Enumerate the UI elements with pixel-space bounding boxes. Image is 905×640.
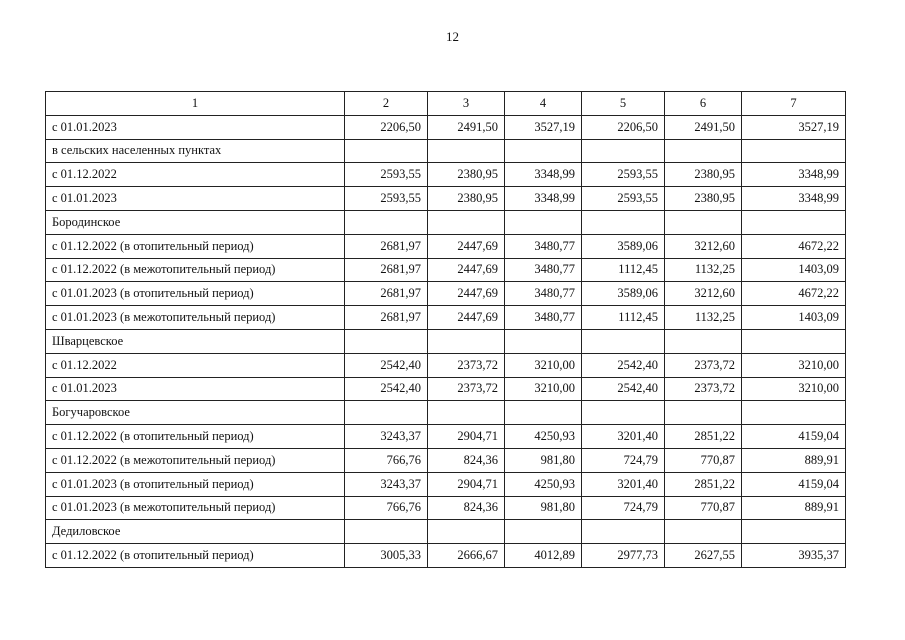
table-cell-col-5: 2593,55 <box>582 187 665 211</box>
table-row <box>46 377 846 401</box>
table-cell-col-2 <box>345 210 428 234</box>
table-cell-col-7: 1403,09 <box>742 306 846 330</box>
table-body <box>46 115 846 567</box>
column-header: 7 <box>742 92 846 116</box>
table-cell-col-7: 3210,00 <box>742 353 846 377</box>
table-cell-col-6: 2373,72 <box>665 353 742 377</box>
table-row <box>46 425 846 449</box>
table-cell-col-4: 3348,99 <box>505 163 582 187</box>
table-cell-col-4: 4250,93 <box>505 472 582 496</box>
table-cell-col-3: 2373,72 <box>428 377 505 401</box>
table-cell-col-3: 2373,72 <box>428 353 505 377</box>
table-cell-col-6 <box>665 329 742 353</box>
table-cell-col-6 <box>665 520 742 544</box>
table-cell-col-5: 1112,45 <box>582 258 665 282</box>
row-label: Шварцевское <box>46 329 345 353</box>
table-cell-col-4: 4012,89 <box>505 544 582 568</box>
table-cell-col-7: 4672,22 <box>742 282 846 306</box>
table-cell-col-3: 2447,69 <box>428 282 505 306</box>
table-cell-col-3: 824,36 <box>428 448 505 472</box>
table-cell-col-5: 724,79 <box>582 496 665 520</box>
tariff-table <box>45 91 846 568</box>
table-cell-col-2: 2681,97 <box>345 306 428 330</box>
table-cell-col-3: 2380,95 <box>428 163 505 187</box>
table-cell-col-6: 1132,25 <box>665 258 742 282</box>
table-cell-col-7: 889,91 <box>742 496 846 520</box>
table-cell-col-7 <box>742 401 846 425</box>
table-cell-col-6 <box>665 210 742 234</box>
table-cell-col-6 <box>665 139 742 163</box>
column-header: 5 <box>582 92 665 116</box>
table-cell-col-6: 2373,72 <box>665 377 742 401</box>
table-cell-col-3 <box>428 520 505 544</box>
column-header: 1 <box>46 92 345 116</box>
table-cell-col-3: 2447,69 <box>428 258 505 282</box>
table-row <box>46 329 846 353</box>
table-cell-col-2: 2681,97 <box>345 258 428 282</box>
table-cell-col-5: 2542,40 <box>582 377 665 401</box>
table-cell-col-2: 766,76 <box>345 496 428 520</box>
table-cell-col-6: 2851,22 <box>665 472 742 496</box>
table-cell-col-3: 2666,67 <box>428 544 505 568</box>
table-cell-col-3: 2904,71 <box>428 425 505 449</box>
row-label: с 01.01.2023 (в отопительный период) <box>46 282 345 306</box>
table-cell-col-6: 3212,60 <box>665 282 742 306</box>
table-row <box>46 163 846 187</box>
table-cell-col-7: 889,91 <box>742 448 846 472</box>
table-cell-col-4: 981,80 <box>505 496 582 520</box>
row-label: с 01.01.2023 <box>46 187 345 211</box>
table-cell-col-4: 3348,99 <box>505 187 582 211</box>
table-row <box>46 401 846 425</box>
table-cell-col-4 <box>505 210 582 234</box>
row-label: с 01.12.2022 (в отопительный период) <box>46 544 345 568</box>
table-cell-col-6: 770,87 <box>665 496 742 520</box>
table-cell-col-2: 2593,55 <box>345 163 428 187</box>
column-header: 4 <box>505 92 582 116</box>
table-cell-col-2: 2542,40 <box>345 353 428 377</box>
table-row <box>46 306 846 330</box>
table-cell-col-7 <box>742 139 846 163</box>
table-cell-col-6: 3212,60 <box>665 234 742 258</box>
table-cell-col-5: 3201,40 <box>582 472 665 496</box>
table-row <box>46 448 846 472</box>
table-cell-col-4: 981,80 <box>505 448 582 472</box>
table-cell-col-4: 3480,77 <box>505 306 582 330</box>
table-cell-col-6: 2380,95 <box>665 187 742 211</box>
table-cell-col-5: 2977,73 <box>582 544 665 568</box>
table-row <box>46 520 846 544</box>
table-row <box>46 139 846 163</box>
table-row <box>46 115 846 139</box>
row-label: с 01.12.2022 (в отопительный период) <box>46 425 345 449</box>
row-label: в сельских населенных пунктах <box>46 139 345 163</box>
table-cell-col-5 <box>582 329 665 353</box>
table-cell-col-6: 770,87 <box>665 448 742 472</box>
table-cell-col-6: 2627,55 <box>665 544 742 568</box>
row-label: с 01.12.2022 (в отопительный период) <box>46 234 345 258</box>
table-cell-col-3: 2447,69 <box>428 306 505 330</box>
table-cell-col-6: 2491,50 <box>665 115 742 139</box>
table-row <box>46 210 846 234</box>
table-cell-col-4 <box>505 139 582 163</box>
table-cell-col-5 <box>582 520 665 544</box>
table-cell-col-2: 2681,97 <box>345 234 428 258</box>
table-cell-col-7: 3348,99 <box>742 163 846 187</box>
table-cell-col-4: 3210,00 <box>505 353 582 377</box>
row-label: с 01.12.2022 <box>46 163 345 187</box>
table-cell-col-7: 3210,00 <box>742 377 846 401</box>
table-cell-col-5: 3201,40 <box>582 425 665 449</box>
table-cell-col-6 <box>665 401 742 425</box>
table-cell-col-5: 2542,40 <box>582 353 665 377</box>
row-label: с 01.01.2023 (в межотопительный период) <box>46 306 345 330</box>
table-row <box>46 472 846 496</box>
table-row <box>46 496 846 520</box>
table-cell-col-7 <box>742 329 846 353</box>
table-cell-col-4: 3480,77 <box>505 234 582 258</box>
table-cell-col-7 <box>742 520 846 544</box>
table-cell-col-2: 3243,37 <box>345 425 428 449</box>
table-cell-col-2: 2542,40 <box>345 377 428 401</box>
table-header <box>46 92 846 116</box>
table-cell-col-4: 3210,00 <box>505 377 582 401</box>
table-cell-col-7: 3348,99 <box>742 187 846 211</box>
table-cell-col-7: 4159,04 <box>742 472 846 496</box>
table-cell-col-5: 724,79 <box>582 448 665 472</box>
table-cell-col-5 <box>582 210 665 234</box>
table-cell-col-5: 2206,50 <box>582 115 665 139</box>
table-cell-col-4 <box>505 329 582 353</box>
table-cell-col-5 <box>582 401 665 425</box>
row-label: с 01.12.2022 (в межотопительный период) <box>46 448 345 472</box>
table-cell-col-2: 3005,33 <box>345 544 428 568</box>
table-row <box>46 258 846 282</box>
row-label: Бородинское <box>46 210 345 234</box>
table-cell-col-2: 3243,37 <box>345 472 428 496</box>
table-cell-col-6: 2380,95 <box>665 163 742 187</box>
row-label: с 01.01.2023 (в отопительный период) <box>46 472 345 496</box>
table-cell-col-7: 4672,22 <box>742 234 846 258</box>
table-row <box>46 187 846 211</box>
table-cell-col-3: 824,36 <box>428 496 505 520</box>
table-row <box>46 353 846 377</box>
table-cell-col-2 <box>345 401 428 425</box>
table-cell-col-5 <box>582 139 665 163</box>
table-cell-col-7: 1403,09 <box>742 258 846 282</box>
table-cell-col-4: 3480,77 <box>505 258 582 282</box>
table-cell-col-5: 3589,06 <box>582 234 665 258</box>
table-header-row <box>46 92 846 116</box>
table-cell-col-2: 2681,97 <box>345 282 428 306</box>
table-cell-col-5: 3589,06 <box>582 282 665 306</box>
table-cell-col-2: 2593,55 <box>345 187 428 211</box>
table-cell-col-2 <box>345 139 428 163</box>
table-cell-col-3 <box>428 329 505 353</box>
table-cell-col-2: 766,76 <box>345 448 428 472</box>
table-row <box>46 234 846 258</box>
table-cell-col-5: 2593,55 <box>582 163 665 187</box>
table-cell-col-2 <box>345 520 428 544</box>
table-cell-col-2: 2206,50 <box>345 115 428 139</box>
row-label: Дедиловское <box>46 520 345 544</box>
table-cell-col-3: 2491,50 <box>428 115 505 139</box>
table-cell-col-3 <box>428 210 505 234</box>
table-row <box>46 544 846 568</box>
row-label: с 01.01.2023 <box>46 377 345 401</box>
table-cell-col-4 <box>505 520 582 544</box>
table-cell-col-2 <box>345 329 428 353</box>
column-header: 3 <box>428 92 505 116</box>
table-cell-col-3: 2904,71 <box>428 472 505 496</box>
row-label: с 01.12.2022 <box>46 353 345 377</box>
table-cell-col-7: 4159,04 <box>742 425 846 449</box>
row-label: с 01.12.2022 (в межотопительный период) <box>46 258 345 282</box>
column-header: 2 <box>345 92 428 116</box>
column-header: 6 <box>665 92 742 116</box>
row-label: Богучаровское <box>46 401 345 425</box>
row-label: с 01.01.2023 (в межотопительный период) <box>46 496 345 520</box>
row-label: с 01.01.2023 <box>46 115 345 139</box>
table-cell-col-3: 2380,95 <box>428 187 505 211</box>
table-cell-col-6: 1132,25 <box>665 306 742 330</box>
table-cell-col-7 <box>742 210 846 234</box>
table-cell-col-3 <box>428 401 505 425</box>
table-cell-col-6: 2851,22 <box>665 425 742 449</box>
table-cell-col-4: 3480,77 <box>505 282 582 306</box>
table-cell-col-5: 1112,45 <box>582 306 665 330</box>
page-number: 12 <box>446 29 459 44</box>
table-cell-col-7: 3527,19 <box>742 115 846 139</box>
table-cell-col-7: 3935,37 <box>742 544 846 568</box>
table-cell-col-4: 4250,93 <box>505 425 582 449</box>
table-cell-col-3 <box>428 139 505 163</box>
table-cell-col-3: 2447,69 <box>428 234 505 258</box>
table-cell-col-4: 3527,19 <box>505 115 582 139</box>
table-row <box>46 282 846 306</box>
table-cell-col-4 <box>505 401 582 425</box>
